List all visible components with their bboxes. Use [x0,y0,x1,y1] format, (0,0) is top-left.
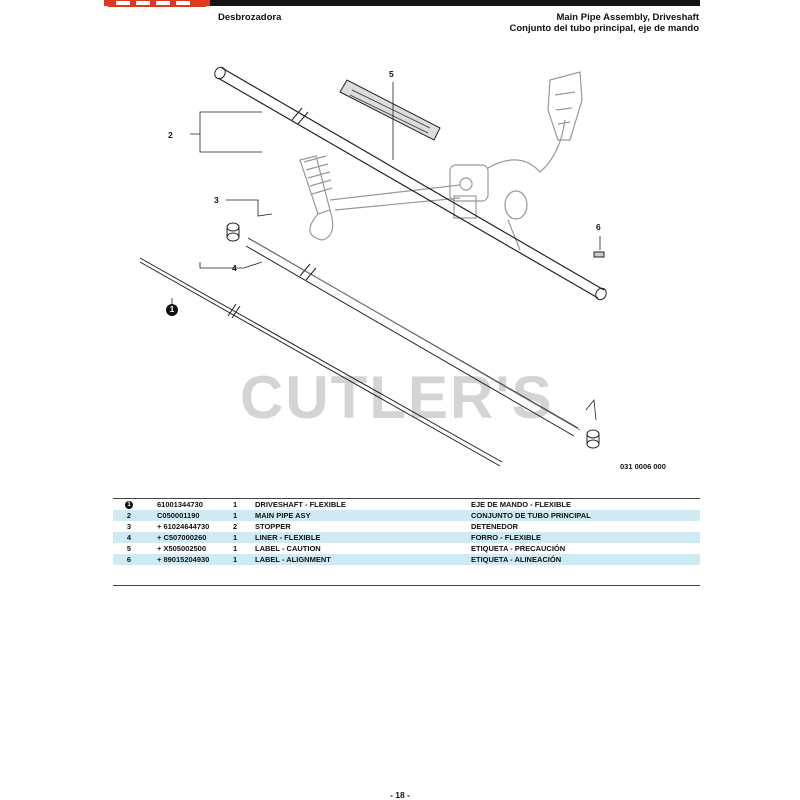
ref-cell: 5 [126,544,132,553]
liner-flexible [246,238,580,436]
quantity: 2 [233,522,238,531]
stopper-bottom [587,430,599,448]
part-number: C050001190 [157,511,200,520]
part-number: + X505002500 [157,544,207,553]
description-en: LABEL - CAUTION [255,544,321,553]
watermark: CUTLER'S [240,364,554,431]
table-row [113,554,700,565]
quantity: 1 [233,500,238,509]
quantity: 1 [233,544,238,553]
description-es: CONJUNTO DE TUBO PRINCIPAL [471,511,591,520]
callout-1: 1 [166,304,178,316]
product-name: Desbrozadora [218,12,282,23]
description-en: LINER - FLEXIBLE [255,533,321,542]
table-row [113,510,700,521]
ref-cell: 2 [126,511,132,520]
quantity: 1 [233,511,238,520]
callout-6: 6 [596,222,601,232]
quantity: 1 [233,533,238,542]
table-row [113,499,700,510]
page-number: - 18 - [390,790,410,800]
callout-5: 5 [389,69,394,79]
title-en: Main Pipe Assembly, Driveshaft [556,12,699,23]
table-row [113,543,700,554]
ref-cell: 4 [126,533,132,542]
stopper-top [227,223,239,241]
description-es: DETENEDOR [471,522,519,531]
part-number: 61001344730 [157,500,203,509]
table-bottom-rule [113,585,700,586]
caution-label [340,80,440,140]
description-es: FORRO - FLEXIBLE [471,533,541,542]
title-es: Conjunto del tubo principal, eje de mando [509,23,699,34]
alignment-label [594,252,604,257]
ref-cell: 6 [126,555,132,564]
circled-ref: 1 [125,501,133,509]
parts-table [113,498,700,565]
part-number: + C507000260 [157,533,207,542]
description-es: ETIQUETA - PRECAUCIÓN [471,544,566,553]
description-es: EJE DE MANDO - FLEXIBLE [471,500,572,509]
callout-4: 4 [232,263,237,273]
callout-3: 3 [214,195,219,205]
part-number: + 89015204930 [157,555,210,564]
part-number: + 61024644730 [157,522,210,531]
description-en: LABEL - ALIGNMENT [255,555,331,564]
description-en: MAIN PIPE ASY [255,511,311,520]
description-es: ETIQUETA - ALINEACIÓN [471,555,562,564]
table-row [113,532,700,543]
callout-2: 2 [168,130,173,140]
figure-reference: 031 0006 000 [620,462,666,471]
ref-cell [113,499,145,510]
table-row [113,521,700,532]
handle-assembly-ghost [300,72,582,250]
description-en: DRIVESHAFT - FLEXIBLE [255,500,346,509]
quantity: 1 [233,555,238,564]
description-en: STOPPER [255,522,291,531]
ref-cell: 3 [126,522,132,531]
